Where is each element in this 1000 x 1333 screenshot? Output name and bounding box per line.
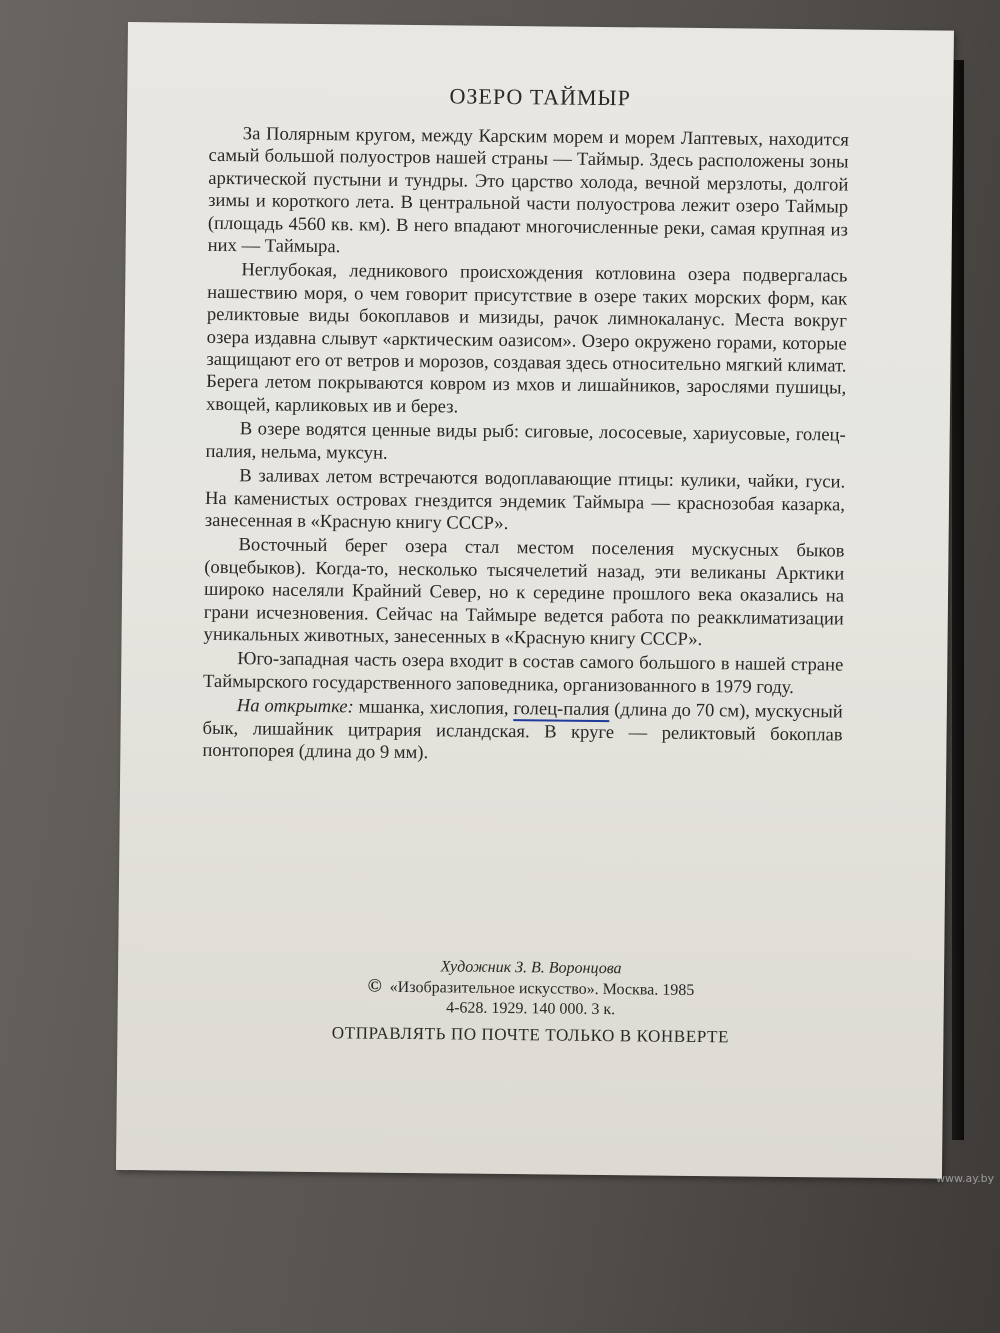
paragraph-6: Юго-западная часть озера входит в состав самого большого в нашей стране Таймырского государственного заповедника, организованного в 1979 году. [202,648,844,698]
paragraph-1: За Полярным кругом, между Карским морем и морем Лаптевых, находится самый большой полуостров нашей страны — Таймыр. Здесь расположены зоны арктической пустыни и тундры. Это царство холода, вечной мерзлоты, долгой зимы и короткого лета. В центральной части полуострова лежит озеро Таймыр (площадь 4560 кв. км). В него впадают многочисленные реки, самая крупная из них — Таймыра. [207,123,849,258]
postcard-back [116,22,954,1179]
paragraph-5: Восточный берег озера стал местом поселения мускусных быков (овцебыков). Когда-то, несколько тысячелетий назад, эти великаны Арктики широко населяли Крайний Север, но к середине прошлого века оказались на грани исчезновения. Сейчас на Таймыре ведется работа по реакклиматизации уникальных животных, занесенных в «Красную книгу СССР». [203,534,845,650]
watermark: www.ay.by [936,1172,995,1185]
caption-text-after: (длина до 70 см), мускусный бык, лишайник цитрария исландская. В круге — реликтовый бокоплав понтопорея (длина до 9 мм). [202,699,843,764]
mail-note: ОТПРАВЛЯТЬ ПО ПОЧТЕ ТОЛЬКО В КОНВЕРТЕ [331,1023,730,1047]
paragraph-4: В заливах летом встречаются водоплавающие птицы: кулики, чайки, гуси. На каменистых островах гнездится эндемик Таймыра — краснозобая казарка, занесенная в «Красную книгу СССР». [204,465,846,534]
artist-credit: Художник З. В. Воронцова [440,958,622,978]
caption-label: На открытке: [236,695,354,718]
credits-block [117,954,944,1050]
print-info: 4-628. 1929. 140 000. 3 к. [446,999,616,1019]
copyright-sign: © [367,975,382,997]
paragraph-3: В озере водятся ценные виды рыб: сиговые, лососевые, хариусовые, голец-палия, нельма, муксун. [205,418,846,464]
caption-text-before: мшанка, хислопия, [353,696,514,720]
caption-paragraph [202,695,843,769]
paragraph-2: Неглубокая, ледникового происхождения котловина озера подвергалась нашествию моря, о чем говорит присутствие в озере таких морских форм, как реликтовые виды бокоплавов и мизиды, рачок лимнокаланус. Места вокруг озера издавна слывут «арктическим оазисом». Озеро окружено горами, которые защищают его от ветров и морозов, создавая здесь относительно мягкий климат. Берега летом покрываются ковром из мхов и лишайников, зарослями пушицы, хвощей, карликовых ив и берез. [205,259,848,418]
postcard-body [202,123,849,771]
publisher-credit: «Изобразительное искусство». Москва. 1985 [389,978,695,999]
card-shadow-edge [952,60,964,1140]
pen-underlined-term: голец-палия [513,698,610,721]
postcard-title: ОЗЕРО ТАЙМЫР [449,83,632,111]
